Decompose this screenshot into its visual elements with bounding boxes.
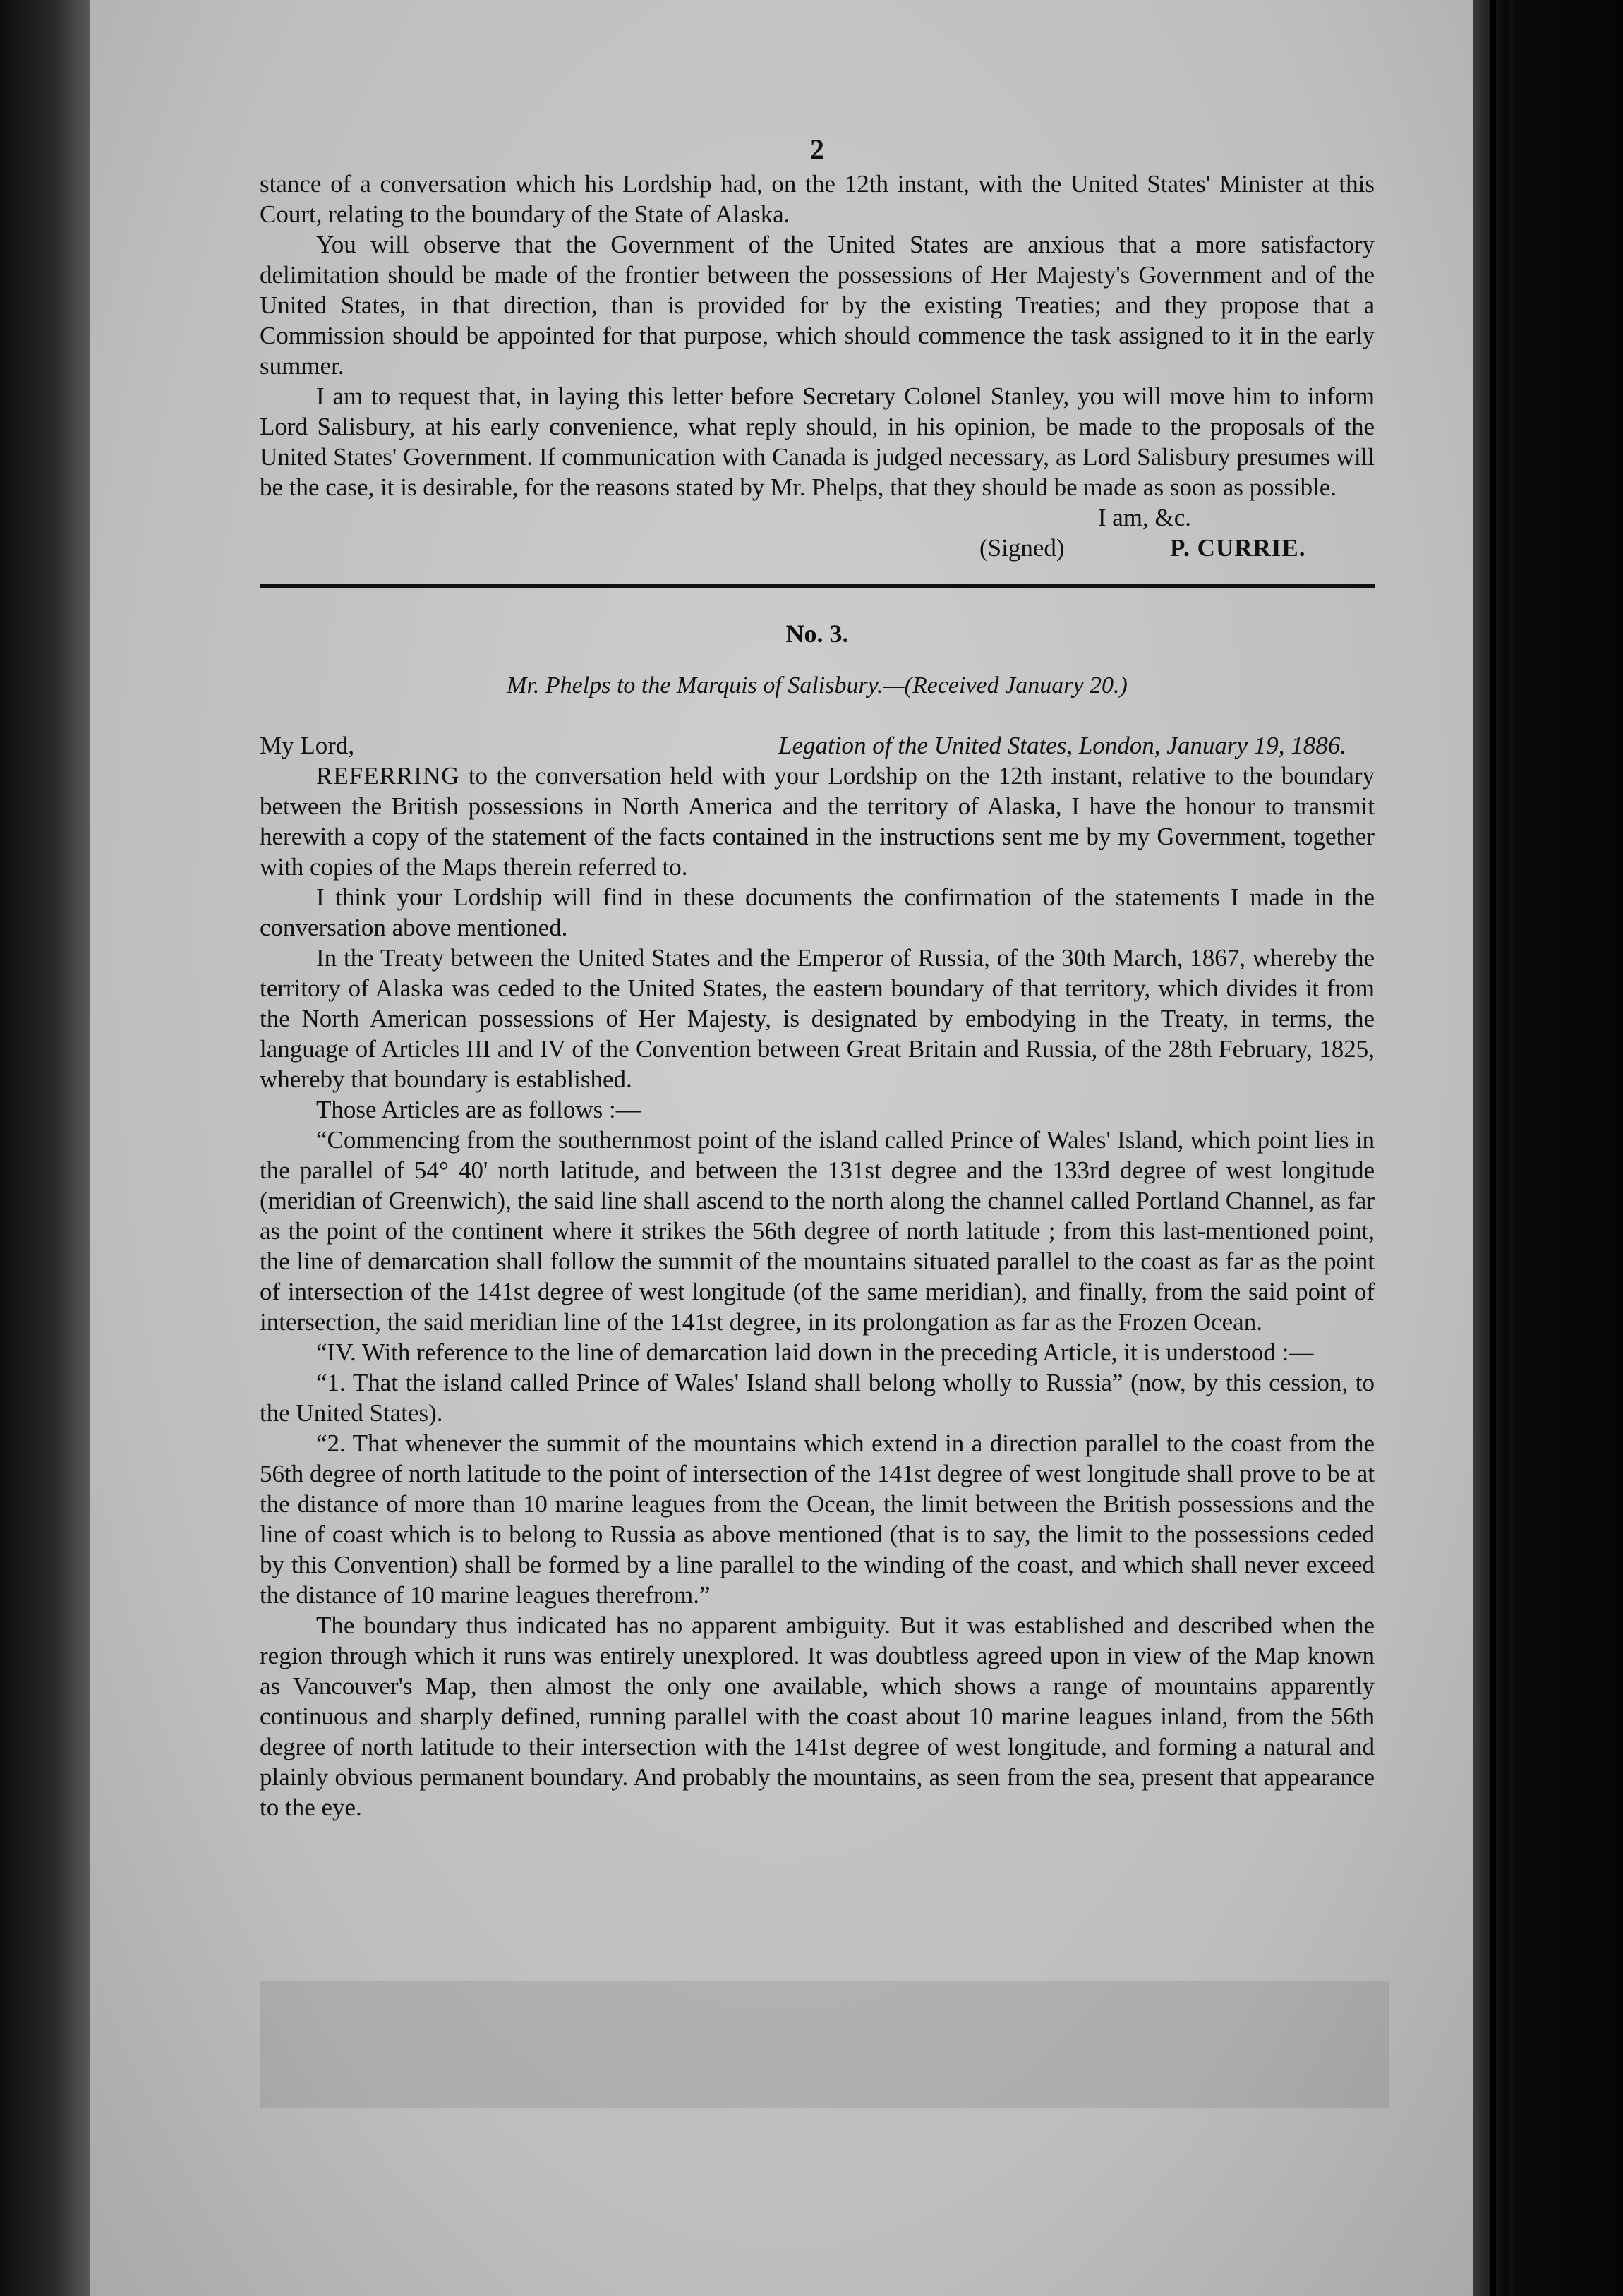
dateline: Legation of the United States, London, January 19, 1886. xyxy=(778,732,1346,759)
page-content xyxy=(260,134,1375,1823)
page-number: 2 xyxy=(810,133,824,165)
dateline-row xyxy=(260,730,1375,761)
signature-block xyxy=(260,502,1375,563)
quoted-clause-2: “2. That whenever the summit of the mountains which extend in a direction parallel to the coast from the 56th degree of north latitude to the point of intersection of the 141st degree of west longitude shall prove to be at the distance of more than 10 marine leagues from the Ocean, the limit between the British possessions and the line of coast which is to belong to Russia as above mentioned (that is to say, the limit to the possessions ceded by this Convention) shall be formed by a line parallel to the winding of the coast, and which shall never exceed the distance of 10 marine leagues therefrom.” xyxy=(260,1430,1375,1609)
paragraph: The boundary thus indicated has no apparent ambiguity. But it was established and described when the region through which it runs was entirely unexplored. It was doubtless agreed upon in view of the Map known as Vancouver's Map, then almost the only one available, which shows a range of mountains apparently continuous and sharply defined, running parallel with the coast about 10 marine leagues inland, from the 56th degree of north latitude to their intersection with the 141st degree of west longitude, and forming a natural and plainly obvious permanent boundary. And probably the mountains, as seen from the sea, present that appearance to the eye. xyxy=(260,1612,1375,1821)
paragraph: I think your Lordship will find in these documents the confirmation of the statements I made in the conversation above mentioned. xyxy=(260,883,1375,941)
letter-heading: Mr. Phelps to the Marquis of Salisbury.—(Received January 20.) xyxy=(507,672,1128,699)
binding-edge-secondary xyxy=(1510,0,1513,2296)
binding-edge xyxy=(1490,0,1496,2296)
section-divider xyxy=(260,584,1375,588)
quoted-article-iii: “Commencing from the southernmost point of the island called Prince of Wales' Island, which point lies in the parallel of 54° 40' north latitude, and between the 131st degree and the 133rd degree of west longitude (meridian of Greenwich), the said line shall ascend to the north along the channel called Portland Channel, as far as the point of the continent where it strikes the 56th degree of north latitude ; from this last-mentioned point, the line of demarcation shall follow the summit of the mountains situated parallel to the coast as far as the point of intersection of the 141st degree of west longitude (of the same meridian), and finally, from the said point of intersection, the said meridian line of the 141st degree, in its prolongation as far as the Frozen Ocean. xyxy=(260,1126,1375,1336)
faded-text-region xyxy=(260,1981,1389,2108)
opening-text: to the conversation held with your Lordship on the 12th instant, relative to the boundary between the British possessions in North America and the territory of Alaska, I have the honour to transmit herewith a copy of the statement of the facts contained in the instructions sent me by my Government, together with copies of the Maps therein referred to. xyxy=(260,762,1375,881)
signer-name: P. CURRIE. xyxy=(1170,534,1306,562)
opening-caps: REFERRING xyxy=(316,762,460,790)
signed-label: (Signed) xyxy=(979,534,1065,562)
quoted-clause-1: “1. That the island called Prince of Wales' Island shall belong wholly to Russia” (now, by this cession, to the United States). xyxy=(260,1369,1375,1427)
letter-phelps xyxy=(260,619,1375,1823)
document-number: No. 3. xyxy=(785,620,849,648)
salutation: My Lord, xyxy=(260,732,355,759)
paragraph: stance of a conversation which his Lordship had, on the 12th instant, with the United States' Minister at this Court, relating to the boundary of the State of Alaska. xyxy=(260,170,1375,228)
paragraph: I am to request that, in laying this letter before Secretary Colonel Stanley, you will move him to inform Lord Salisbury, at his early convenience, what reply should, in his opinion, be made to the proposals of the United States' Government. If communication with Canada is judged necessary, as Lord Salisbury presumes will be the case, it is desirable, for the reasons stated by Mr. Phelps, that they should be made as soon as possible. xyxy=(260,382,1375,501)
letter-currie xyxy=(260,169,1375,563)
paragraph xyxy=(260,761,1375,882)
quoted-article-iv: “IV. With reference to the line of demarcation laid down in the preceding Article, it is understood :— xyxy=(316,1339,1314,1366)
paragraph: In the Treaty between the United States and the Emperor of Russia, of the 30th March, 1867, whereby the territory of Alaska was ceded to the United States, the eastern boundary of that territory, which divides it from the North American possessions of Her Majesty, is designated by embodying in the Treaty, in terms, the language of Articles III and IV of the Convention between Great Britain and Russia, of the 28th February, 1825, whereby that boundary is established. xyxy=(260,944,1375,1093)
paragraph: Those Articles are as follows :— xyxy=(316,1096,641,1123)
scan-left-margin xyxy=(0,0,90,2296)
closing: I am, &c. xyxy=(1097,504,1191,531)
paragraph: You will observe that the Government of the United States are anxious that a more satisfactory delimitation should be made of the frontier between the possessions of Her Majesty's Government and of the United States, in that direction, than is provided for by the existing Treaties; and they propose that a Commission should be appointed for that purpose, which should commence the task assigned to it in the early summer. xyxy=(260,231,1375,380)
